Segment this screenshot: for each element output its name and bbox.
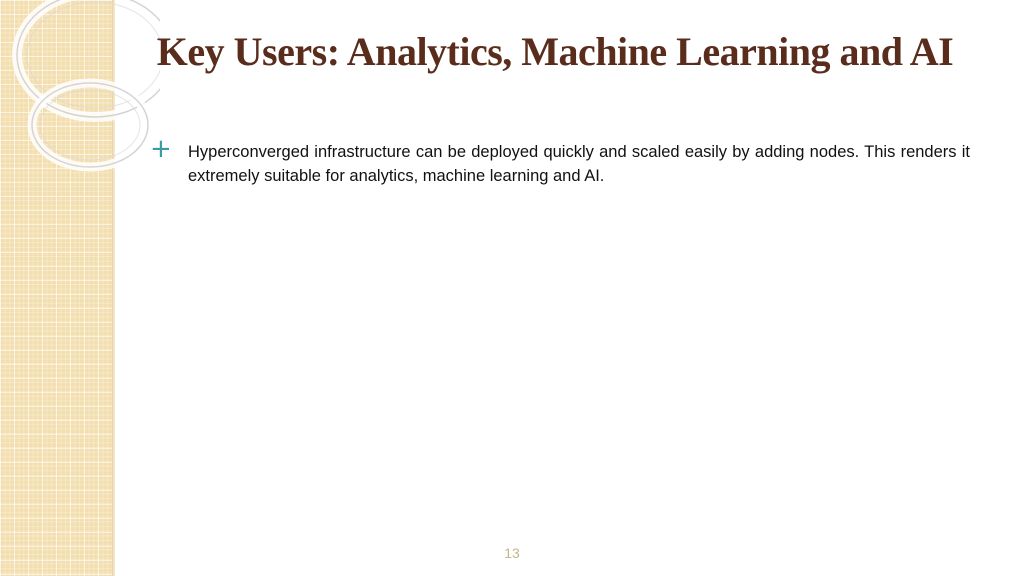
bullet-item [150,134,970,188]
bullet-text: Hyperconverged infrastructure can be deployed quickly and scaled easily by adding nodes. This renders it extremely suitable for analytics, machine learning and AI. [188,143,970,185]
plus-bullet-icon: + [150,134,172,164]
slide-title: Key Users: Analytics, Machine Learning and AI [156,29,954,74]
decorative-rings-icon [0,0,160,260]
page-number: 13 [504,545,520,561]
